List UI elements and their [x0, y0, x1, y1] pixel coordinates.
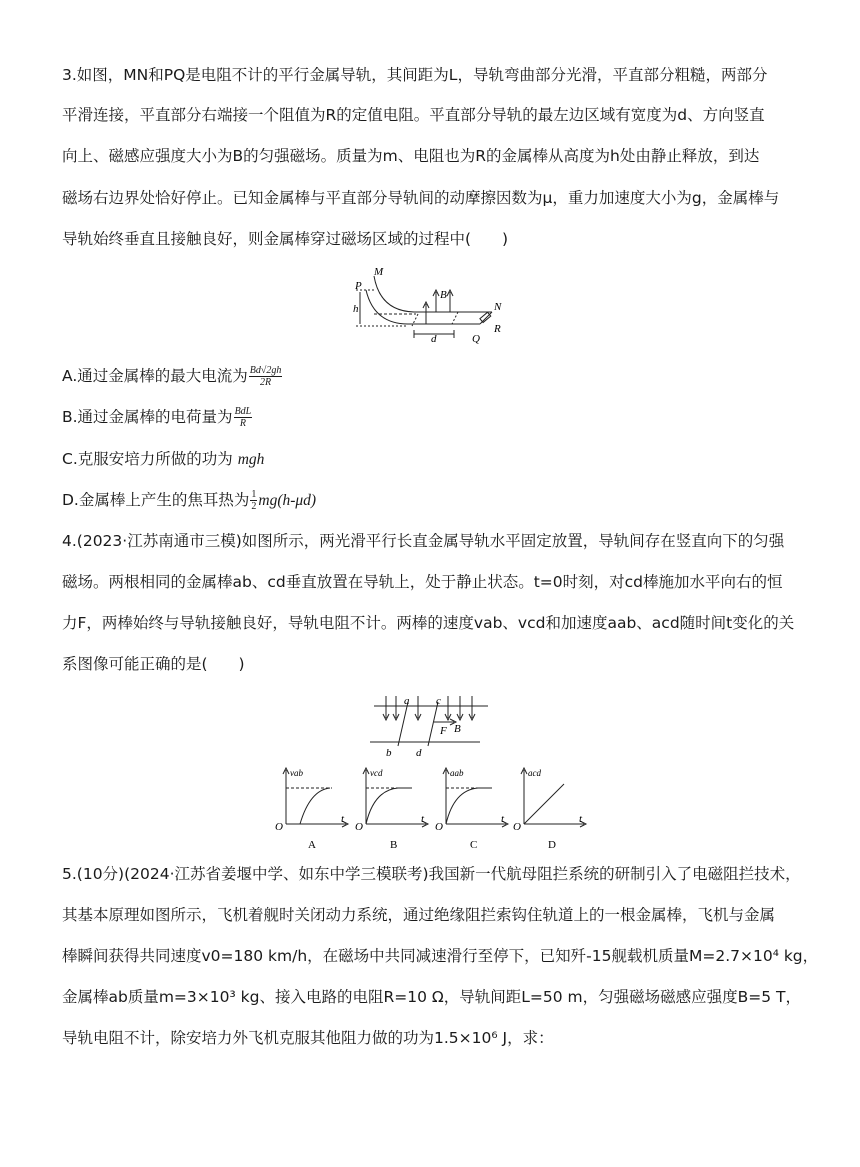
graph-b-origin: O: [355, 821, 363, 833]
q5-line-4: 金属棒ab质量m=3×10³ kg、接入电路的电阻R=10 Ω，导轨间距L=50 m，匀强磁场磁感应强度B=5 T，: [62, 988, 801, 1006]
q4-graph-options: [268, 766, 598, 854]
q4-rail-figure: [368, 692, 493, 760]
q4-label-d: d: [416, 747, 422, 759]
q5-line-2: 其基本原理如图所示，飞机着舰时关闭动力系统，通过绝缘阻拦索钩住轨道上的一根金属棒，飞机与金属: [62, 906, 776, 924]
graph-d-caption: D: [548, 839, 556, 851]
graph-c-ylabel: aab: [450, 768, 464, 778]
graph-d-taxis: t: [579, 813, 583, 825]
label-N: N: [494, 301, 502, 313]
q3-option-d-numerator: 1: [251, 489, 257, 500]
q3-line-2: 平滑连接，平直部分右端接一个阻值为R的定值电阻。平直部分导轨的最左边区域有宽度为d、方向竖直: [62, 106, 765, 124]
label-R: R: [494, 323, 501, 335]
label-h: h: [353, 303, 359, 315]
graph-b-ylabel: vcd: [370, 768, 383, 778]
q3-option-a: [62, 365, 283, 388]
q3-option-a-fraction: [249, 365, 283, 388]
q4-line-2: 磁场。两根相同的金属棒ab、cd垂直放置在导轨上，处于静止状态。t=0时刻，对cd棒施加水平向右的恒: [62, 573, 783, 591]
q3-option-b-fraction: [234, 406, 253, 429]
q3-option-b-text: B.通过金属棒的电荷量为: [62, 408, 233, 426]
q3-option-b: [62, 406, 253, 429]
label-M: M: [374, 266, 384, 278]
graph-d-origin: O: [513, 821, 521, 833]
q3-option-d-expr: mg(h-μd): [258, 492, 317, 509]
q3-option-b-numerator: BdL: [234, 406, 252, 417]
graph-a-ylabel: vab: [290, 768, 303, 778]
q3-option-a-text: A.通过金属棒的最大电流为: [62, 367, 248, 385]
q4-line-1: 4.(2023·江苏南通市三模)如图所示，两光滑平行长直金属导轨水平固定放置，导轨间存在竖直向下的匀强: [62, 532, 785, 550]
graph-c-origin: O: [435, 821, 443, 833]
q5-line-3: 棒瞬间获得共同速度v0=180 km/h，在磁场中共同减速滑行至停下，已知歼-15舰载机质量M=2.7×10⁴ kg，: [62, 947, 819, 965]
q3-line-4: 磁场右边界处恰好停止。已知金属棒与平直部分导轨间的动摩擦因数为μ，重力加速度大小为g，金属棒与: [62, 189, 780, 207]
q3-option-d-text: D.金属棒上产生的焦耳热为: [62, 491, 250, 509]
q3-rail-figure: [352, 266, 512, 346]
graph-b-taxis: t: [421, 813, 425, 825]
q4-label-c: c: [436, 695, 441, 707]
q5-line-1: 5.(10分)(2024·江苏省姜堰中学、如东中学三模联考)我国新一代航母阻拦系统的研制引入了电磁阻拦技术，: [62, 865, 801, 883]
label-d: d: [431, 333, 437, 345]
graph-c-caption: C: [470, 839, 478, 851]
label-P: P: [355, 280, 362, 292]
q3-option-c-text: C.克服安培力所做的功为: [62, 450, 238, 468]
label-Q: Q: [472, 333, 480, 345]
q3-option-d-fraction: [250, 489, 257, 512]
q4-line-4: 系图像可能正确的是( ): [62, 655, 245, 673]
graph-d-ylabel: acd: [528, 768, 541, 778]
q3-line-5: 导轨始终垂直且接触良好，则金属棒穿过磁场区域的过程中( ): [62, 230, 509, 248]
q3-line-3: 向上、磁感应强度大小为B的匀强磁场。质量为m、电阻也为R的金属棒从高度为h处由静止释放，到达: [62, 147, 760, 165]
q3-option-b-denominator: R: [239, 418, 246, 429]
q4-line-3: 力F，两棒始终与导轨接触良好，导轨电阻不计。两棒的速度vab、vcd和加速度aab、acd随时间t变化的关: [62, 614, 795, 632]
label-B: B: [440, 289, 447, 301]
q5-line-5: 导轨电阻不计，除安培力外飞机克服其他阻力做的功为1.5×10⁶ J，求：: [62, 1029, 554, 1047]
q3-option-a-denominator: 2R: [260, 377, 272, 388]
graph-b-caption: B: [390, 839, 398, 851]
q4-label-B: B: [454, 723, 461, 735]
graph-a-taxis: t: [341, 813, 345, 825]
q4-label-F: F: [440, 725, 447, 737]
q3-option-c-expr: mgh: [237, 451, 265, 468]
graph-c-taxis: t: [501, 813, 505, 825]
q3-option-c: [62, 448, 264, 471]
graph-a-origin: O: [275, 821, 283, 833]
q3-line-1: 3.如图，MN和PQ是电阻不计的平行金属导轨，其间距为L，导轨弯曲部分光滑，平直部分粗糙，两部分: [62, 66, 768, 84]
q3-option-a-numerator: Bd√2gh: [249, 365, 282, 376]
q4-label-b: b: [386, 747, 392, 759]
q3-option-d: [62, 489, 316, 512]
q3-option-d-denominator: 2: [251, 501, 257, 512]
q4-label-a: a: [404, 695, 410, 707]
graph-a-caption: A: [308, 839, 316, 851]
